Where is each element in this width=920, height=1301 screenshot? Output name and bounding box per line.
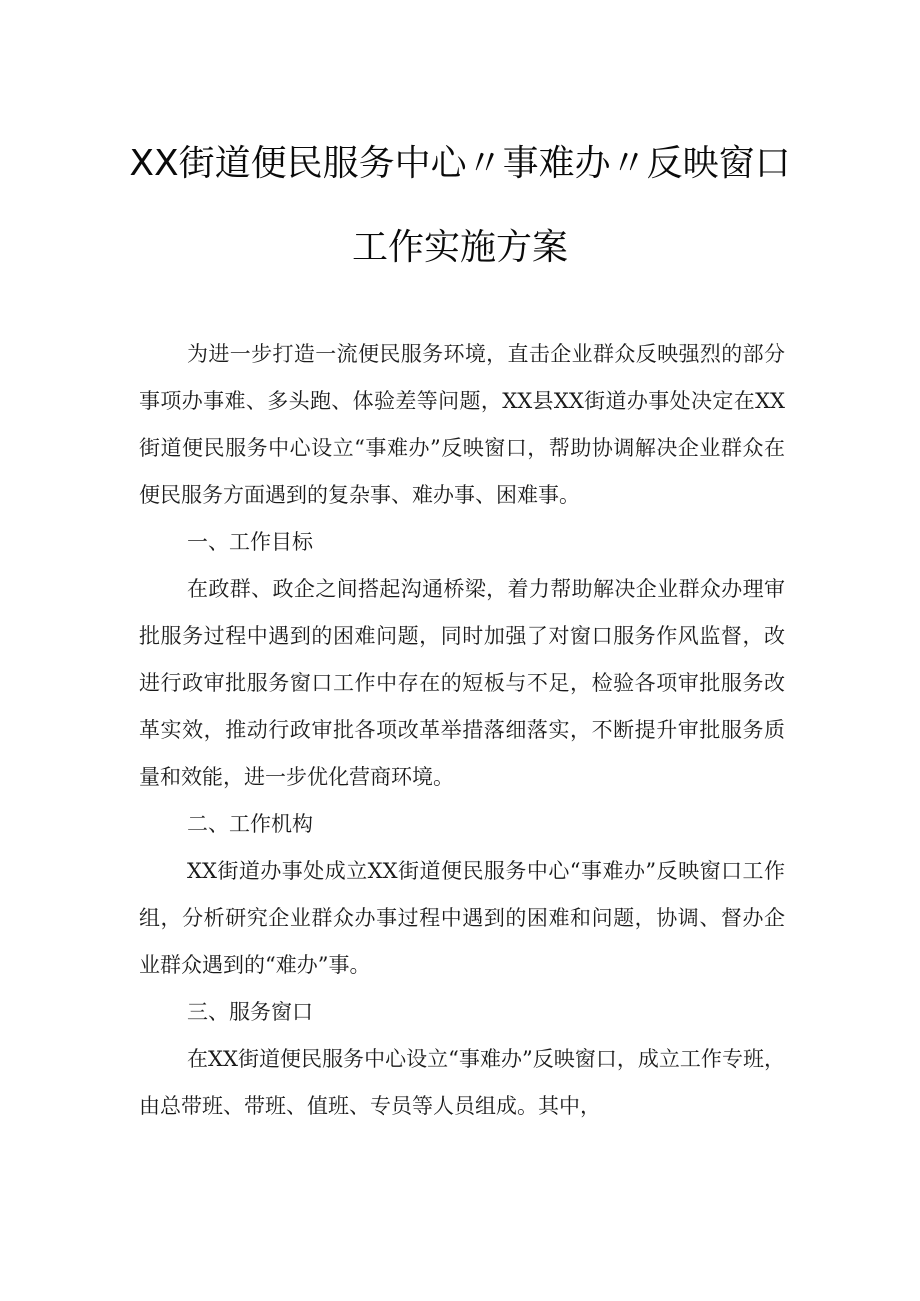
- service-window-paragraph: 在XX街道便民服务中心设立“事难办”反映窗口，成立工作专班，由总带班、带班、值班、专员等人员组成。其中，: [139, 1047, 785, 1118]
- document-body: [139, 331, 785, 1130]
- goals-paragraph: 在政群、政企之间搭起沟通桥梁，着力帮助解决企业群众办理审批服务过程中遇到的困难问题，同时加强了对窗口服务作风监督，改进行政审批服务窗口工作中存在的短板与不足，检验各项审批服务改革实效，推动行政审批各项改革举措落细落实，不断提升审批服务质量和效能，进一步优化营商环境。: [139, 577, 785, 789]
- organization-paragraph: XX街道办事处成立XX街道便民服务中心“事难办”反映窗口工作组，分析研究企业群众办事过程中遇到的困难和问题，协调、督办企业群众遇到的“难办”事。: [139, 859, 785, 977]
- document-title-line-1: XX街道便民服务中心〃事难办〃反映窗口: [129, 143, 791, 184]
- section-heading-service-window: 三、服务窗口: [187, 1000, 313, 1024]
- section-heading-goals: 一、工作目标: [187, 530, 313, 554]
- section-heading-organization: 二、工作机构: [187, 812, 313, 836]
- document-title-line-2: 工作实施方案: [351, 227, 568, 268]
- intro-paragraph: 为进一步打造一流便民服务环境，直击企业群众反映强烈的部分事项办事难、多头跑、体验差等问题，XX县XX街道办事处决定在XX街道便民服务中心设立“事难办”反映窗口，帮助协调解决企业群众在便民服务方面遇到的复杂事、难办事、困难事。: [139, 342, 785, 507]
